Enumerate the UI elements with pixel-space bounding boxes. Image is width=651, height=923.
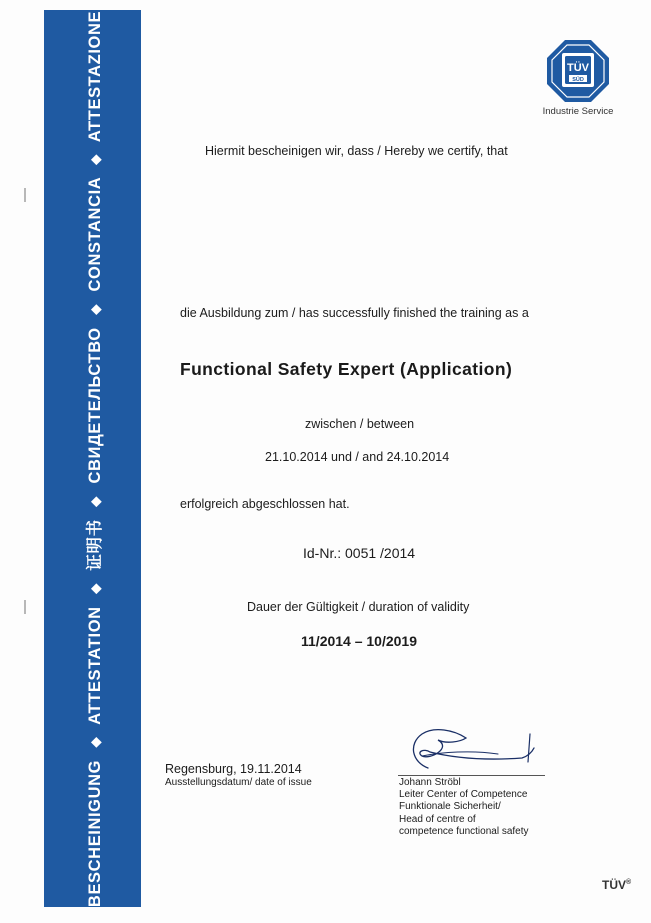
punch-mark: [24, 188, 26, 202]
side-band: [44, 10, 141, 907]
between-text: zwischen / between: [305, 417, 415, 431]
signer-title-line: Head of centre of: [399, 813, 476, 825]
signer-title-line: Leiter Center of Competence: [399, 789, 528, 801]
completed-text: erfolgreich abgeschlossen hat.: [180, 497, 350, 511]
validity-value: 11/2014 – 10/2019: [301, 633, 418, 649]
logo-text-sub: SÜD: [572, 77, 584, 83]
registered-mark: ®: [626, 879, 632, 886]
id-number: Id-Nr.: 0051 /2014: [303, 545, 416, 561]
diamond-separator-icon: ◆: [86, 495, 103, 507]
side-band-item: ATTESTATION: [85, 605, 104, 725]
signer-title-line: Funktionale Sicherheit/: [399, 801, 501, 813]
diamond-separator-icon: ◆: [86, 735, 103, 748]
issue-date-label: Ausstellungsdatum/ date of issue: [165, 777, 312, 788]
punch-mark: [24, 600, 26, 614]
signer-block: [399, 777, 529, 838]
training-dates: 21.10.2014 und / and 24.10.2014: [265, 450, 450, 464]
footer-mark-text: TÜV: [602, 878, 626, 892]
diamond-separator-icon: ◆: [86, 582, 103, 594]
certificate-title: Functional Safety Expert (Application): [180, 359, 513, 379]
diamond-separator-icon: ◆: [86, 303, 103, 315]
training-text: die Ausbildung zum / has successfully finished the training as a: [180, 306, 529, 320]
side-band-item: 证明书: [85, 518, 104, 571]
logo-text-main: TÜV: [567, 62, 589, 74]
intro-text: Hiermit bescheinigen wir, dass / Hereby we certify, that: [205, 144, 508, 158]
side-band-item: СВИДЕТЕЛЬСТВО: [85, 326, 104, 484]
side-band-item: CONSTANCIA: [85, 176, 104, 291]
signer-name: Johann Ströbl: [399, 777, 461, 788]
validity-label: Dauer der Gültigkeit / duration of validity: [247, 600, 470, 614]
signature-line: [398, 775, 545, 776]
diamond-separator-icon: ◆: [86, 153, 103, 165]
signer-title-line: competence functional safety: [399, 825, 529, 837]
side-band-item: BESCHEINIGUNG: [85, 759, 104, 907]
footer-tuv-mark: [602, 878, 631, 892]
issue-place-date: Regensburg, 19.11.2014: [165, 762, 302, 776]
side-band-item: ATTESTAZIONE: [85, 10, 104, 142]
handwritten-signature: [402, 722, 550, 778]
side-band-text: [81, 10, 105, 906]
tuv-sud-logo-icon: [545, 38, 611, 104]
logo-caption: Industrie Service: [542, 106, 614, 117]
